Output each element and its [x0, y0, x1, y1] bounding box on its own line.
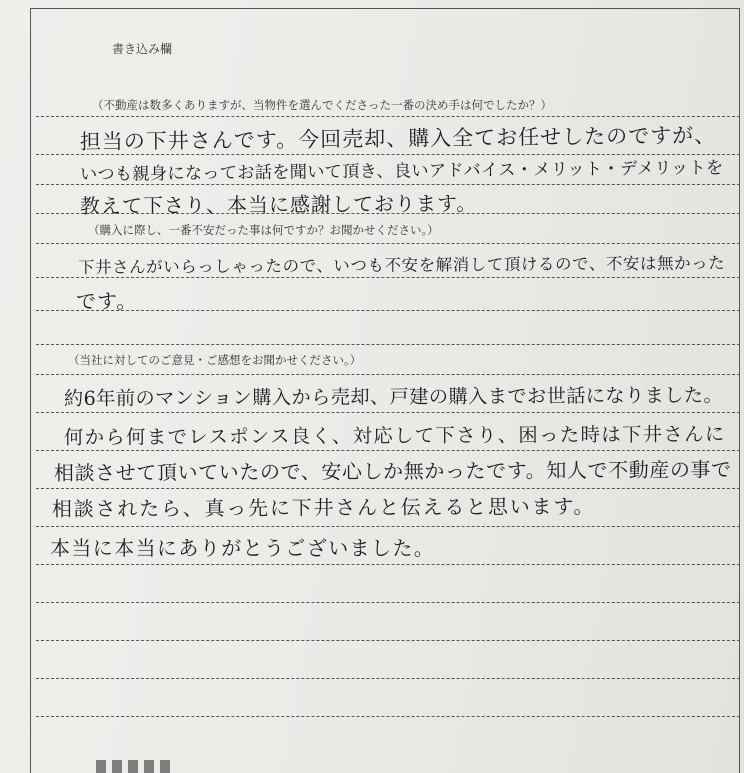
answer-rule — [36, 374, 740, 375]
answer-rule — [36, 678, 740, 679]
answer-1-line-3: 教えて下さり、本当に感謝しております。 — [79, 191, 478, 219]
answer-2-line-1: 下井さんがいらっしゃったので、いつも不安を解消して頂けるので、不安は無かった — [77, 253, 726, 278]
answer-rule — [36, 344, 740, 345]
question-2-prompt: （購入に際し、一番不安だった事は何ですか？お聞かせください。） — [88, 223, 439, 237]
answer-rule — [36, 716, 740, 717]
answer-rule — [36, 310, 740, 311]
answer-rule — [36, 640, 740, 641]
answer-3-line-1: 約6年前のマンション購入から売却、戸建の購入までお世話になりました。 — [63, 383, 724, 410]
answer-1-line-1: 担当の下井さんです。今回売却、購入全てお任せしたのですが、 — [79, 123, 717, 155]
answer-rule — [36, 526, 740, 527]
answer-3-line-3: 相談させて頂いていたので、安心しか無かったです。知人で不動産の事で — [53, 457, 732, 485]
cropped-footer-text — [96, 760, 176, 773]
answer-3-line-4: 相談されたら、真っ先に下井さんと伝えると思います。 — [51, 494, 596, 521]
answer-3-line-5: 本当に本当にありがとうございました。 — [50, 536, 436, 560]
answer-rule — [36, 184, 740, 185]
answer-3-line-2: 何から何までレスポンス良く、対応して下さり、困った時は下井さんに — [63, 422, 726, 449]
answer-rule — [36, 450, 740, 451]
answer-rule — [36, 116, 740, 117]
answer-rule — [36, 277, 740, 278]
answer-rule — [36, 213, 740, 214]
answer-rule — [36, 488, 740, 489]
question-1-prompt: （不動産は数多くありますが、当物件を選んでくださった一番の決め手は何でしたか？） — [92, 98, 552, 112]
question-3-prompt: （当社に対してのご意見・ご感想をお聞かせください。） — [68, 353, 362, 367]
answer-2-line-2: です。 — [76, 289, 138, 313]
answer-rule — [36, 602, 740, 603]
form-title: 書き込み欄 — [112, 42, 173, 56]
answer-rule — [36, 243, 740, 244]
answer-rule — [36, 412, 740, 413]
answer-rule — [36, 564, 740, 565]
answer-1-line-2: いつも親身になってお話を聞いて頂き、良いアドバイス・メリット・デメリットを — [79, 158, 724, 185]
